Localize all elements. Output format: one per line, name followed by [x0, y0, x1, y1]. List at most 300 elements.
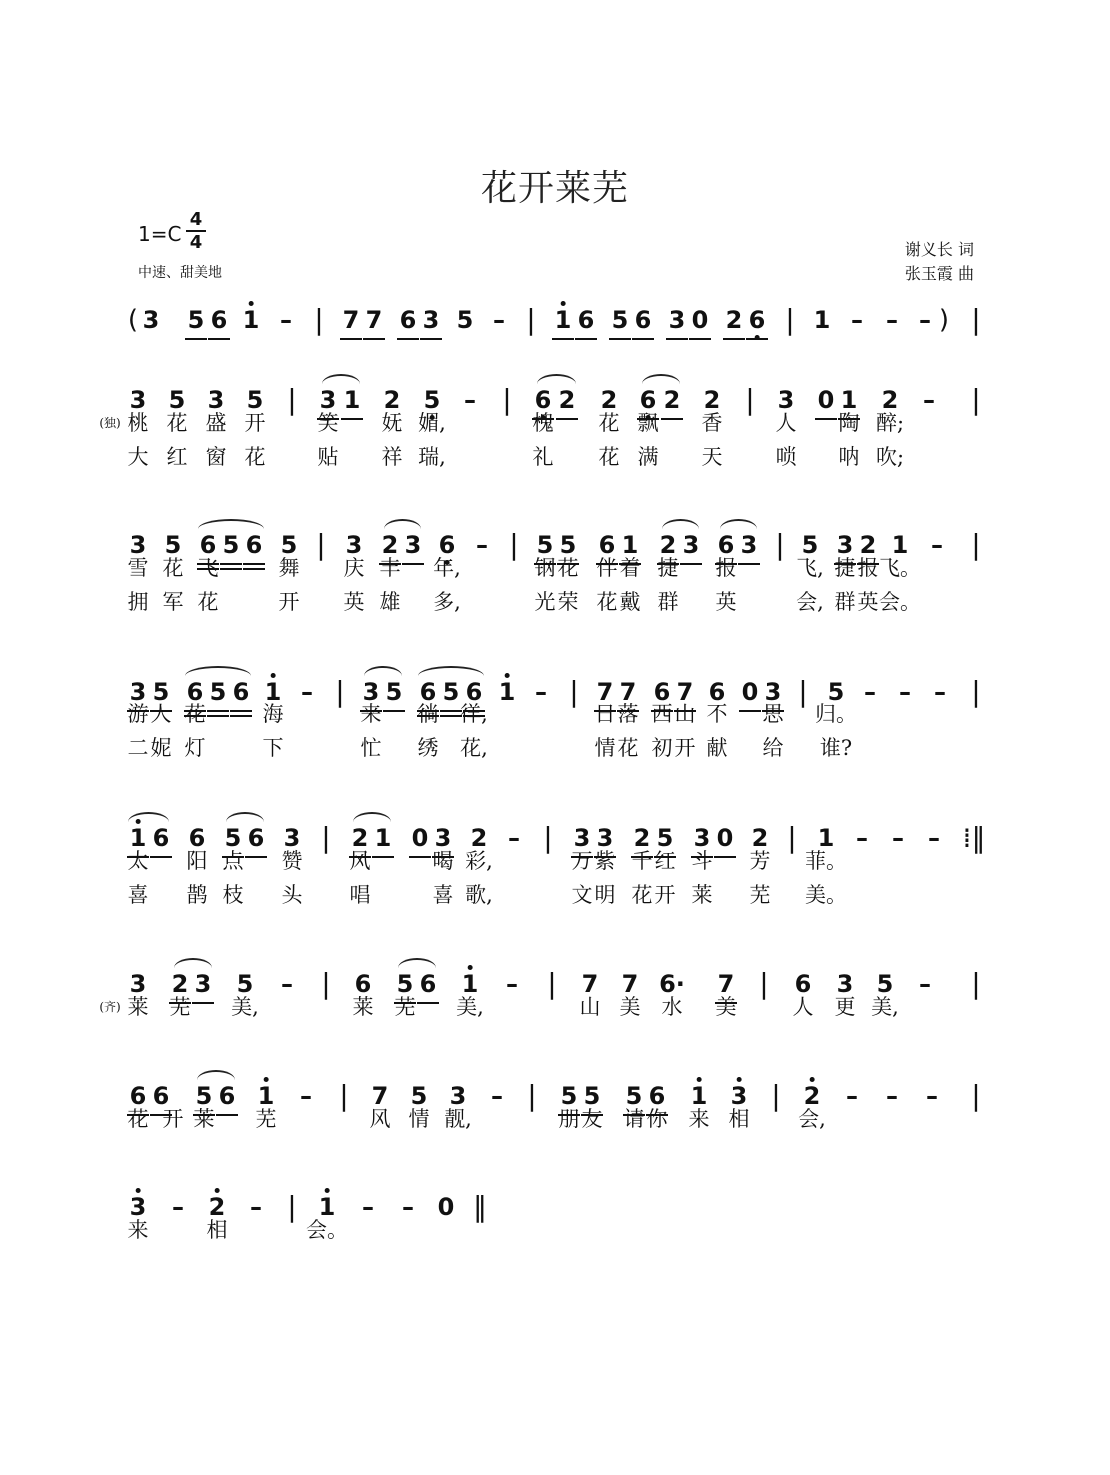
lyric-line: [0, 553, 1110, 583]
note: 6: [152, 824, 170, 852]
note: 6: [465, 678, 483, 706]
lyric-syllable: 飞: [197, 556, 219, 580]
duration-underline: [609, 338, 631, 340]
barline: |: [798, 675, 808, 708]
note: 3: [129, 970, 147, 998]
barline: |: [569, 675, 579, 708]
lyric-syllable: 花: [166, 411, 188, 435]
lyric-syllable: 彩,: [465, 849, 493, 873]
note: 0: [691, 306, 709, 334]
note: 3: [764, 678, 782, 706]
lyric-syllable: 丰: [379, 556, 401, 580]
lyric-syllable: 日: [594, 702, 616, 726]
note: 5: [656, 824, 674, 852]
note: –: [250, 1193, 262, 1221]
barline: |: [527, 1079, 537, 1112]
octave-dot-above: [696, 1077, 701, 1082]
lyric-syllable: 明: [594, 883, 616, 907]
lyric-syllable: 报: [857, 556, 879, 580]
lyric-syllable: 紫: [594, 849, 616, 873]
barline: |: [971, 675, 981, 708]
bracket: (: [127, 305, 139, 335]
note: 1: [374, 824, 392, 852]
octave-dot-above: [467, 965, 472, 970]
lyric-syllable: 呐: [838, 445, 860, 469]
note: 5: [560, 1082, 578, 1110]
note: 6: [419, 678, 437, 706]
note: 0: [741, 678, 759, 706]
barline: |: [335, 675, 345, 708]
composer-credit: 张玉霞 曲: [904, 264, 974, 283]
lyric-syllable: 开: [278, 590, 300, 614]
note: 5: [876, 970, 894, 998]
lyric-line: [0, 442, 1110, 472]
note: 6: [247, 824, 265, 852]
note: 0: [817, 386, 835, 414]
note: –: [926, 1082, 938, 1110]
lyric-line: [0, 880, 1110, 910]
lyric-syllable: 芜: [394, 995, 416, 1019]
note: 5: [396, 970, 414, 998]
note: 1: [243, 300, 260, 340]
lyric-syllable: 会。: [879, 590, 921, 614]
slur-mark: [353, 812, 391, 822]
lyric-syllable: 文: [571, 883, 593, 907]
note: 6·: [659, 970, 685, 998]
note: 2: [659, 531, 677, 559]
lyric-syllable: 徜: [417, 702, 439, 726]
lyric-line: [0, 1215, 1110, 1245]
lyric-syllable: 芜: [255, 1107, 277, 1131]
lyric-syllable: 捷: [834, 556, 856, 580]
octave-dot-above: [504, 673, 509, 678]
note: 6: [232, 678, 250, 706]
duration-underline: [397, 338, 419, 340]
note: 6: [577, 306, 595, 334]
note: 7: [342, 306, 360, 334]
octave-dot-above: [214, 1188, 219, 1193]
note: 2: [558, 386, 576, 414]
lyric-syllable: 请: [623, 1107, 645, 1131]
barline: |: [314, 303, 324, 336]
note: 5: [801, 531, 819, 559]
note: 6: [634, 306, 652, 334]
lyric-syllable: 群: [657, 590, 679, 614]
lyric-syllable: 会。: [306, 1218, 348, 1242]
lyric-syllable: 英: [857, 590, 879, 614]
lyric-syllable: 醉;: [875, 411, 905, 435]
lyric-syllable: 二: [127, 736, 149, 760]
lyric-syllable: 相: [206, 1218, 228, 1242]
note: 2: [351, 824, 369, 852]
note: 6: [717, 531, 735, 559]
lyric-syllable: 歌,: [465, 883, 493, 907]
lyric-syllable: 枝: [222, 883, 244, 907]
note: 5: [442, 678, 460, 706]
barline: |: [287, 1190, 297, 1223]
lyricist-credit: 谢义长 词: [904, 240, 974, 259]
lyric-syllable: 红: [654, 849, 676, 873]
octave-dot-above: [736, 1077, 741, 1082]
lyric-syllable: 徉,: [460, 702, 488, 726]
barline: |: [339, 1079, 349, 1112]
lyric-syllable: 来: [688, 1107, 710, 1131]
note: 6: [794, 970, 812, 998]
barline: |: [321, 821, 331, 854]
lyric-syllable: 万: [571, 849, 593, 873]
lyric-syllable: 莱: [352, 995, 374, 1019]
lyric-syllable: 更: [834, 995, 856, 1019]
note: –: [535, 678, 547, 706]
lyric-syllable: 开: [162, 1107, 184, 1131]
note: –: [464, 386, 476, 414]
duration-underline: [575, 338, 597, 340]
octave-dot-above: [324, 1188, 329, 1193]
duration-underline: [208, 338, 230, 340]
note: 5: [246, 386, 264, 414]
duration-underline: [632, 338, 654, 340]
barline: |: [971, 1079, 981, 1112]
lyric-syllable: 唱: [349, 883, 371, 907]
note: 2: [600, 386, 618, 414]
note: 3: [345, 531, 363, 559]
lyric-syllable: 头: [281, 883, 303, 907]
lyric-syllable: 友: [581, 1107, 603, 1131]
lyric-syllable: 相: [728, 1107, 750, 1131]
note: 6: [419, 970, 437, 998]
lyric-line: [0, 699, 1110, 729]
lyric-syllable: 美,: [871, 995, 899, 1019]
slur-mark: [384, 519, 421, 529]
note: 2: [663, 386, 681, 414]
barline: |: [775, 528, 785, 561]
note: –: [508, 824, 520, 852]
note: –: [172, 1193, 184, 1221]
note: 5: [536, 531, 554, 559]
lyric-syllable: 芜: [749, 883, 771, 907]
lyric-syllable: 归。: [815, 702, 857, 726]
note: 3: [207, 386, 225, 414]
lyric-syllable: 舞: [278, 556, 300, 580]
note: 6: [218, 1082, 236, 1110]
lyric-syllable: 莱: [691, 883, 713, 907]
note: 3: [362, 678, 380, 706]
lyric-syllable: 花: [617, 736, 639, 760]
note: 5: [559, 531, 577, 559]
note: 1: [555, 300, 572, 340]
note: –: [899, 678, 911, 706]
lyric-syllable: 群: [834, 590, 856, 614]
lyric-syllable: 绣: [417, 736, 439, 760]
lyric-syllable: 英: [715, 590, 737, 614]
lyric-syllable: 太: [127, 849, 149, 873]
lyric-syllable: 盛: [205, 411, 227, 435]
lyric-syllable: 谁?: [819, 736, 853, 760]
lyric-line: [0, 733, 1110, 763]
note: 6: [186, 678, 204, 706]
note: 7: [581, 970, 599, 998]
lyric-syllable: 你: [646, 1107, 668, 1131]
lyric-syllable: 花: [197, 590, 219, 614]
lyric-syllable: 情: [594, 736, 616, 760]
note: 5: [224, 824, 242, 852]
duration-underline: [746, 338, 768, 340]
note: 7: [596, 678, 614, 706]
note: 6: [749, 300, 766, 340]
barline: |: [543, 821, 553, 854]
duration-underline: [340, 338, 362, 340]
lyric-syllable: 阳: [186, 849, 208, 873]
note: 3: [129, 386, 147, 414]
note: –: [923, 386, 935, 414]
duration-underline: [185, 338, 207, 340]
lyric-syllable: 山: [579, 995, 601, 1019]
note: 3: [422, 306, 440, 334]
note: 2: [470, 824, 488, 852]
note: 6: [708, 678, 726, 706]
note: 3: [142, 306, 160, 334]
note: 5: [611, 306, 629, 334]
note: 6: [439, 525, 456, 565]
note: 3: [449, 1082, 467, 1110]
time-signature-bottom: 4: [189, 232, 203, 253]
note: 2: [881, 386, 899, 414]
lyric-syllable: 芜: [169, 995, 191, 1019]
note: 1: [265, 672, 282, 712]
lyric-syllable: 朋: [558, 1107, 580, 1131]
note: –: [919, 970, 931, 998]
note: 0: [437, 1193, 455, 1221]
barline: |: [547, 967, 557, 1000]
lyric-syllable: 花: [596, 590, 618, 614]
slur-mark: [537, 374, 576, 384]
lyric-syllable: 忙: [360, 736, 382, 760]
lyric-syllable: 吹;: [875, 445, 905, 469]
note: –: [856, 824, 868, 852]
note: 3: [129, 678, 147, 706]
lyric-syllable: 菲。: [805, 849, 847, 873]
time-signature-top: 4: [189, 209, 203, 230]
note: 3: [836, 970, 854, 998]
note: 2: [804, 1076, 821, 1116]
lyric-syllable: 灯: [184, 736, 206, 760]
note: –: [476, 531, 488, 559]
note: 6: [598, 531, 616, 559]
note: 5: [456, 306, 474, 334]
lyric-syllable: 多,: [433, 590, 461, 614]
slur-mark: [364, 666, 402, 676]
note: 6: [354, 970, 372, 998]
duration-underline: [689, 338, 711, 340]
time-signature: [186, 210, 206, 252]
lyric-line: [0, 846, 1110, 876]
lyric-syllable: 人: [150, 702, 172, 726]
slur-mark: [198, 519, 264, 529]
note: 1: [130, 818, 147, 858]
lyric-syllable: 风: [349, 849, 371, 873]
duration-underline: [363, 338, 385, 340]
note: 3: [596, 824, 614, 852]
note: 3: [740, 531, 758, 559]
note: –: [919, 306, 931, 334]
barline: |: [509, 528, 519, 561]
note: 6: [535, 380, 552, 420]
note: 2: [383, 386, 401, 414]
note: 2: [751, 824, 769, 852]
lyric-syllable: 花: [631, 883, 653, 907]
note: –: [402, 1193, 414, 1221]
duration-underline: [420, 338, 442, 340]
note: 5: [152, 678, 170, 706]
note: 1: [840, 386, 858, 414]
note: 5: [424, 380, 441, 420]
note: 7: [717, 970, 735, 998]
barline: |: [971, 383, 981, 416]
lyric-syllable: 开: [674, 736, 696, 760]
lyric-syllable: 西: [651, 702, 673, 726]
lyric-syllable: 美,: [456, 995, 484, 1019]
note: 2: [725, 306, 743, 334]
slur-mark: [398, 958, 436, 968]
note: 3: [319, 386, 337, 414]
lyric-syllable: 风: [369, 1107, 391, 1131]
note: 5: [222, 531, 240, 559]
note: –: [864, 678, 876, 706]
barline: ‖: [473, 1190, 487, 1223]
lyric-syllable: 落: [617, 702, 639, 726]
lyric-syllable: 点: [222, 849, 244, 873]
lyric-syllable: 游: [127, 702, 149, 726]
note: 1: [343, 386, 361, 414]
lyric-syllable: 会,: [796, 590, 824, 614]
lyric-syllable: 来: [127, 1218, 149, 1242]
barline: |: [321, 967, 331, 1000]
note: 0: [716, 824, 734, 852]
lyric-syllable: 捷: [657, 556, 679, 580]
note: –: [362, 1193, 374, 1221]
lyric-syllable: 飞。: [879, 556, 921, 580]
lyric-syllable: 红: [166, 445, 188, 469]
lyric-syllable: 花: [127, 1107, 149, 1131]
lyric-syllable: 槐: [532, 411, 554, 435]
note: 7: [676, 678, 694, 706]
lyric-syllable: 芳: [749, 849, 771, 873]
lyric-syllable: 美: [715, 995, 737, 1019]
note: 7: [365, 306, 383, 334]
lyric-line: [0, 408, 1110, 438]
lyric-syllable: 年,: [433, 556, 461, 580]
lyric-syllable: 庆: [343, 556, 365, 580]
lyric-syllable: 瑞,: [418, 445, 446, 469]
octave-dot-above: [135, 1188, 140, 1193]
note: 3: [731, 1076, 748, 1116]
note: 1: [891, 531, 909, 559]
duration-underline: [723, 338, 745, 340]
lyric-syllable: 给: [762, 736, 784, 760]
note: –: [934, 678, 946, 706]
lyric-syllable: 千: [631, 849, 653, 873]
lyric-syllable: 赞: [281, 849, 303, 873]
note: 3: [283, 824, 301, 852]
note: 2: [859, 531, 877, 559]
note: –: [281, 970, 293, 998]
note: 1: [691, 1076, 708, 1116]
lyric-syllable: 思: [762, 702, 784, 726]
note: 2: [209, 1187, 226, 1227]
note: 1: [319, 1187, 336, 1227]
duration-underline: [552, 338, 574, 340]
lyric-syllable: 花,: [460, 736, 488, 760]
note: 3: [194, 970, 212, 998]
note: 1: [621, 531, 639, 559]
note: –: [280, 306, 292, 334]
lyric-syllable: 水: [661, 995, 683, 1019]
note: 5: [280, 531, 298, 559]
slur-mark: [720, 519, 757, 529]
note: –: [931, 531, 943, 559]
lyric-syllable: 花: [598, 445, 620, 469]
note: 1: [258, 1076, 275, 1116]
note: 2: [633, 824, 651, 852]
note: 5: [187, 306, 205, 334]
octave-dot-above: [248, 301, 253, 306]
lyric-syllable: 莱: [127, 995, 149, 1019]
lyric-syllable: 喝: [432, 849, 454, 873]
note: 6: [199, 531, 217, 559]
octave-dot-above: [560, 301, 565, 306]
note: –: [886, 1082, 898, 1110]
lyric-syllable: 下: [262, 736, 284, 760]
lyric-syllable: 大: [127, 445, 149, 469]
lyric-syllable: 来: [360, 702, 382, 726]
slur-mark: [197, 1070, 235, 1080]
barline: |: [971, 303, 981, 336]
note: 6: [653, 678, 671, 706]
tempo-marking: 中速、甜美地: [138, 265, 222, 281]
lyric-syllable: 人: [775, 411, 797, 435]
slur-mark: [642, 374, 680, 384]
note: 3: [668, 306, 686, 334]
note: 3: [573, 824, 591, 852]
note: 3: [777, 386, 795, 414]
note: –: [491, 1082, 503, 1110]
note: 5: [583, 1082, 601, 1110]
lyric-syllable: 唢: [775, 445, 797, 469]
lyric-syllable: 贴: [317, 445, 339, 469]
lyric-syllable: 妮: [150, 736, 172, 760]
lyric-syllable: 报: [715, 556, 737, 580]
note: 6: [129, 1082, 147, 1110]
note: 7: [371, 1082, 389, 1110]
barline: |: [745, 383, 755, 416]
lyric-syllable: 雄: [379, 590, 401, 614]
lyric-syllable: 妩: [381, 411, 403, 435]
lyric-syllable: 鹊: [186, 883, 208, 907]
note: 5: [625, 1082, 643, 1110]
lyric-syllable: 桃: [127, 411, 149, 435]
note: 5: [195, 1082, 213, 1110]
lyric-syllable: 花: [184, 702, 206, 726]
lyric-syllable: 香: [701, 411, 723, 435]
note: 5: [410, 1082, 428, 1110]
lyric-syllable: 祥: [381, 445, 403, 469]
slur-mark: [185, 666, 251, 676]
lyric-syllable: 花: [162, 556, 184, 580]
song-title: 花开莱芜: [480, 168, 629, 209]
note: 6: [152, 1082, 170, 1110]
lyric-syllable: 靓,: [444, 1107, 472, 1131]
lyric-syllable: 斗: [691, 849, 713, 873]
